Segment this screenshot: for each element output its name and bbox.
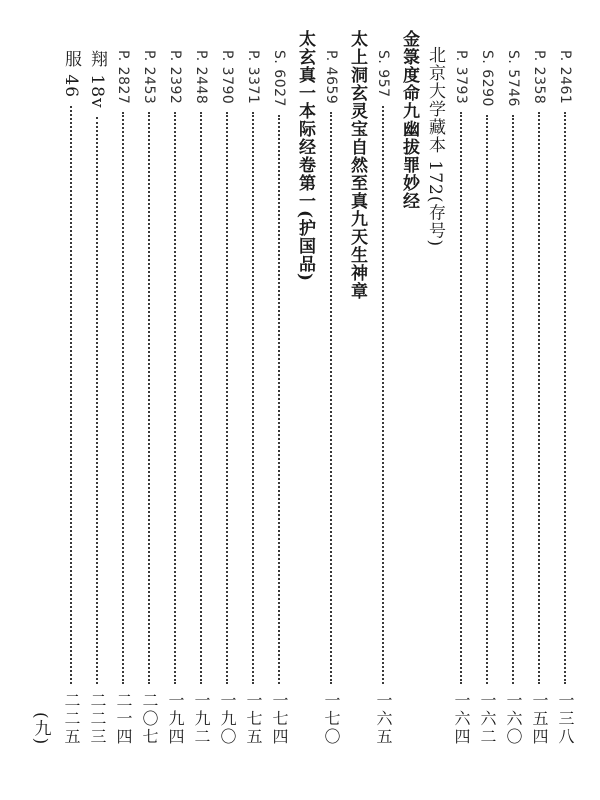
- toc-entry: [500, 50, 526, 746]
- entry-page-number: 二二三: [88, 692, 107, 746]
- toc-section-title: [344, 30, 370, 726]
- entry-page-number: 一九四: [166, 692, 185, 746]
- dot-leader: [70, 106, 72, 684]
- entry-label: P. 2392: [167, 50, 183, 105]
- dot-leader: [200, 112, 202, 684]
- toc-entry-no-page: [422, 46, 448, 742]
- dot-leader: [122, 112, 124, 684]
- dot-leader: [96, 117, 98, 684]
- entry-page-number: 一六五: [374, 692, 393, 746]
- entry-label: P. 2448: [193, 50, 209, 105]
- dot-leader: [226, 112, 228, 684]
- toc-entry: [370, 50, 396, 746]
- folio-label: (九): [30, 712, 51, 746]
- toc-entry: [188, 50, 214, 746]
- toc-entry: [552, 50, 578, 746]
- toc-entry: [58, 50, 84, 746]
- section-title-label: 太上洞玄灵宝自然至真九天生神章: [347, 30, 367, 300]
- section-title-label: 金箓度命九幽拔罪妙经: [399, 30, 419, 210]
- entry-page-number: 一九〇: [218, 692, 237, 746]
- toc-entry: [526, 50, 552, 746]
- dot-leader: [564, 112, 566, 684]
- entry-label: S. 957: [375, 50, 391, 98]
- toc-entry: [474, 50, 500, 746]
- toc-entry: [214, 50, 240, 746]
- dot-leader: [278, 115, 280, 684]
- entry-label: 翔 18v: [87, 50, 107, 109]
- toc-entry: [162, 50, 188, 746]
- entry-page-number: 一三八: [556, 692, 575, 746]
- entry-label: S. 5746: [505, 50, 521, 107]
- entry-page-number: 一六四: [452, 692, 471, 746]
- entry-page-number: 一五四: [530, 692, 549, 746]
- dot-leader: [148, 112, 150, 684]
- entry-page-number: 一七四: [270, 692, 289, 746]
- entry-label: P. 4659: [323, 50, 339, 105]
- entry-label: P. 3793: [453, 50, 469, 105]
- toc-section-title: [396, 30, 422, 726]
- dot-leader: [174, 112, 176, 684]
- entry-label: P. 2453: [141, 50, 157, 105]
- entry-page-number: 二二五: [62, 692, 81, 746]
- entry-label: 服 46: [61, 50, 81, 99]
- toc-entry: [240, 50, 266, 746]
- entry-page-number: 一六〇: [504, 692, 523, 746]
- dot-leader: [460, 112, 462, 684]
- entry-page-number: 一九二: [192, 692, 211, 746]
- dot-leader: [382, 106, 384, 684]
- toc-entry: [318, 50, 344, 746]
- toc-entry: [110, 50, 136, 746]
- dot-leader: [330, 112, 332, 684]
- section-title-label: 太玄真一本际经卷第一(护国品): [295, 30, 315, 283]
- entry-page-number: 一六二: [478, 692, 497, 746]
- dot-leader: [512, 115, 514, 684]
- entry-page-number: 一七五: [244, 692, 263, 746]
- toc-entry: [84, 50, 110, 746]
- entry-label: 北京大学藏本 172(存号): [425, 46, 445, 248]
- entry-page-number: 一七〇: [322, 692, 341, 746]
- toc-entry: [448, 50, 474, 746]
- toc-entry: [266, 50, 292, 746]
- entry-label: P. 2461: [557, 50, 573, 105]
- entry-label: S. 6290: [479, 50, 495, 107]
- entry-label: P. 3790: [219, 50, 235, 105]
- dot-leader: [252, 112, 254, 684]
- entry-label: S. 6027: [271, 50, 287, 107]
- toc-entry: [136, 50, 162, 746]
- page-folio: [28, 712, 54, 745]
- entry-label: P. 2827: [115, 50, 131, 105]
- dot-leader: [538, 112, 540, 684]
- dot-leader: [486, 115, 488, 684]
- toc-section-title: [292, 30, 318, 726]
- entry-page-number: 二一四: [114, 692, 133, 746]
- entry-page-number: 二〇七: [140, 692, 159, 746]
- entry-label: P. 2358: [531, 50, 547, 105]
- entry-label: P. 3371: [245, 50, 261, 105]
